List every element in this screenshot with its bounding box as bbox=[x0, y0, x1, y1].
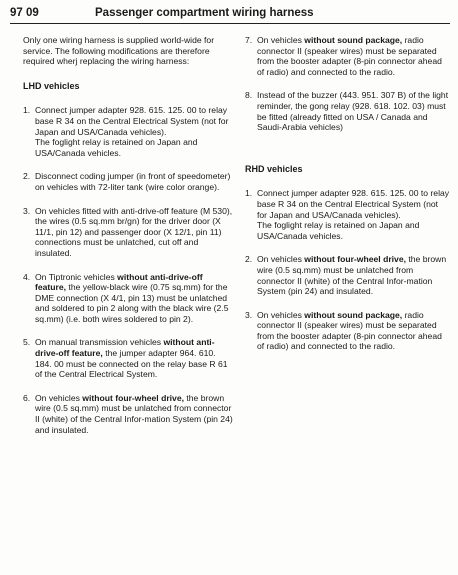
list-item bbox=[23, 337, 233, 379]
item-emphasis: without sound package, bbox=[304, 35, 403, 45]
item-text-part: Connect jumper adapter 928. 615. 125. 00 to relay base R 34 on the Central Electrical System (not for Japan and USA/Canada vehicles). bbox=[257, 188, 450, 220]
item-text-part: On vehicles fitted with anti-drive-off feature (M 530), the wires (0.5 sq.mm br/gn) for the driver door (X 11/1, pin 12) and passenger door (X 12/1, pin 11) connections must be unlatched, cut off and insulated. bbox=[35, 205, 233, 258]
item-text bbox=[35, 337, 228, 379]
item-text bbox=[257, 310, 442, 352]
right-column bbox=[245, 35, 450, 365]
lhd-list bbox=[23, 105, 233, 435]
item-text-part: Disconnect coding jumper (in front of speedometer) on vehicles with 72-liter tank (wire color orange). bbox=[35, 171, 231, 192]
list-item bbox=[245, 188, 450, 241]
item-number: 3. bbox=[245, 309, 253, 320]
lhd-list-continued bbox=[245, 35, 450, 133]
rhd-heading: RHD vehicles bbox=[245, 163, 303, 174]
item-text-part: On vehicles bbox=[35, 392, 83, 403]
item-emphasis: without anti-drive-off feature, bbox=[35, 337, 215, 359]
item-number: 1. bbox=[245, 188, 253, 199]
item-text bbox=[35, 171, 230, 192]
item-text-part: Connect jumper adapter 928. 615. 125. 00 to relay base R 34 on the Central Electrical System (not for Japan and USA/Canada vehicles). bbox=[35, 105, 229, 137]
intro-paragraph: Only one wiring harness is supplied world-wide for service. The following modifications are therefore required wherj replacing the wiring harness: bbox=[23, 35, 215, 67]
item-emphasis: without four-wheel drive, bbox=[304, 254, 406, 265]
section-number: 97 09 bbox=[10, 7, 39, 19]
item-text-part: radio connector II (speaker wires) must be separated from the booster adapter (8-pin connector ahead of radio) and connected to the radio. bbox=[257, 309, 442, 352]
item-text bbox=[257, 254, 446, 296]
list-item bbox=[23, 272, 233, 325]
left-column bbox=[23, 35, 233, 448]
lhd-heading: LHD vehicles bbox=[23, 80, 80, 91]
item-emphasis: without four-wheel drive, bbox=[82, 392, 184, 403]
rhd-list bbox=[245, 188, 450, 352]
item-emphasis: without sound package, bbox=[304, 309, 403, 320]
item-text-part: the brown wire (0.5 sq.mm) must be unlatched from connector II (white) of the Central Infor-mation System (pin 24) and insulated. bbox=[35, 392, 233, 435]
item-number: 6. bbox=[23, 392, 31, 403]
item-text bbox=[257, 188, 449, 219]
list-item bbox=[23, 105, 233, 158]
item-number: 8. bbox=[245, 90, 253, 101]
list-item bbox=[245, 35, 450, 77]
item-text bbox=[35, 206, 232, 258]
item-note: The foglight relay is retained on Japan and USA/Canada vehicles. bbox=[257, 220, 420, 241]
item-text bbox=[35, 272, 228, 324]
page-title: Passenger compartment wiring harness bbox=[95, 7, 314, 19]
list-item bbox=[23, 393, 233, 435]
list-item bbox=[245, 310, 450, 352]
list-item bbox=[245, 90, 450, 132]
item-number: 1. bbox=[23, 105, 31, 116]
list-item bbox=[245, 254, 450, 296]
item-text bbox=[257, 90, 448, 132]
item-text-part: radio connector II (speaker wires) must be separated from the booster adapter (8-pin connector ahead of radio) and connected to the radio. bbox=[257, 35, 442, 77]
item-number: 2. bbox=[23, 171, 31, 182]
item-number: 4. bbox=[23, 271, 31, 282]
page-header bbox=[10, 5, 450, 24]
item-number: 5. bbox=[23, 337, 31, 348]
item-text-part: the brown wire (0.5 sq.mm) must be unlatched from connector II (white) of the Central Infor-mation System (pin 24) and insulated. bbox=[257, 254, 447, 297]
item-text-part: On vehicles bbox=[257, 254, 305, 265]
item-text-part: the yellow-black wire (0.75 sq.mm) for the DME connection (X 4/1, pin 13) must be unlatched and soldered to pin 2 along with the black wire (2.5 sq.mm) (i.e. both wires soldered to pin 2). bbox=[35, 282, 229, 324]
item-text bbox=[257, 35, 442, 77]
item-number: 3. bbox=[23, 205, 31, 216]
item-text-part: On vehicles bbox=[257, 35, 305, 45]
list-item bbox=[23, 206, 233, 259]
list-item bbox=[23, 171, 233, 192]
item-text-part: On manual transmission vehicles bbox=[35, 337, 164, 348]
item-text-part: On Tiptronic vehicles bbox=[35, 271, 118, 282]
item-text bbox=[35, 393, 233, 435]
item-text-part: Instead of the buzzer (443. 951. 307 B) of the light reminder, the gong relay (928. 618. 102. 03) must be fitted (already fitted on USA / Canada and Saudi-Arabia vehicles) bbox=[257, 90, 449, 133]
item-number: 2. bbox=[245, 254, 253, 265]
item-text-part: the jumper adapter 964. 610. 184. 00 must be connected on the relay base R 61 of the Central Electrical System. bbox=[35, 348, 228, 380]
item-text-part: On vehicles bbox=[257, 309, 305, 320]
item-number: 7. bbox=[245, 35, 253, 45]
item-note: The foglight relay is retained on Japan and USA/Canada vehicles. bbox=[35, 137, 198, 158]
item-text bbox=[35, 105, 228, 136]
item-emphasis: without anti-drive-off feature, bbox=[35, 271, 203, 293]
